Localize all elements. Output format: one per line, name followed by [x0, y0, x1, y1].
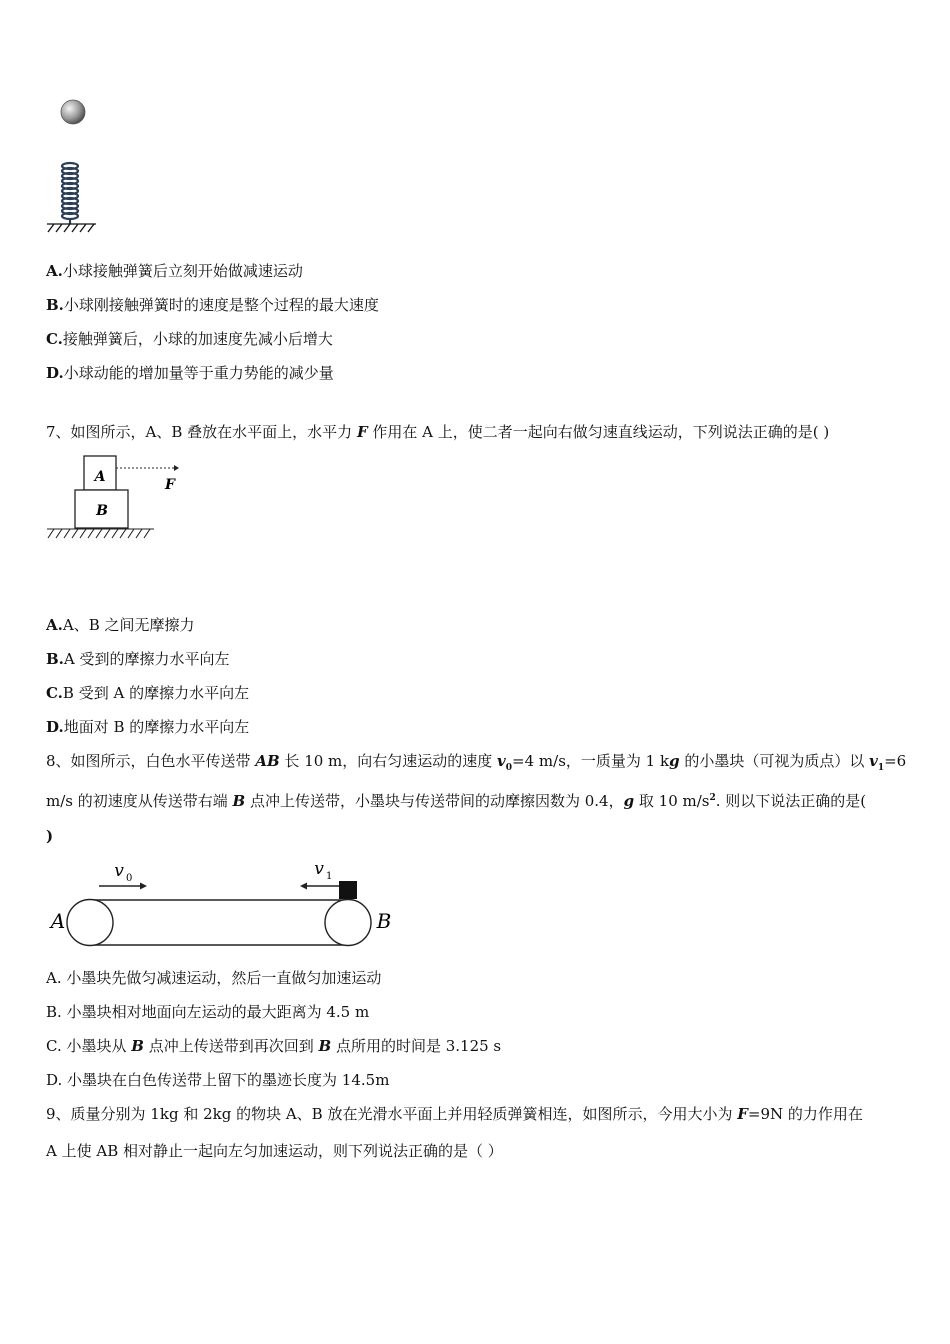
- q8-option-b: B. 小墨块相对地面向左运动的最大距离为 4.5 m: [46, 1003, 370, 1021]
- q9-stem-line1: 9、质量分别为 1kg 和 2kg 的物块 A、B 放在光滑水平面上并用轻质弹簧相连，如图所示，今用大小为 F=9N 的力作用在: [46, 1105, 863, 1123]
- q7-option-a: A.A、B 之间无摩擦力: [46, 616, 195, 634]
- ball-spring-figure: [44, 96, 114, 241]
- q6-option-a: A.小球接触弹簧后立刻开始做减速运动: [46, 262, 303, 280]
- q7-option-d: D.地面对 B 的摩擦力水平向左: [46, 718, 250, 736]
- q6-option-d: D.小球动能的增加量等于重力势能的减少量: [46, 364, 334, 382]
- v0-label: v: [114, 861, 124, 881]
- ball: [61, 100, 85, 124]
- q7-stem: 7、如图所示，A、B 叠放在水平面上，水平力 F 作用在 A 上，使二者一起向右做匀速直线运动，下列说法正确的是( ): [46, 423, 830, 441]
- pulley-b: [325, 900, 371, 946]
- q8-stem-line3: ): [46, 827, 54, 845]
- ink-block: [339, 881, 357, 899]
- conveyor-belt-figure: [44, 855, 404, 955]
- q8-option-a: A. 小墨块先做匀减速运动，然后一直做匀加速运动: [46, 969, 382, 987]
- stacked-blocks-figure: [44, 454, 189, 546]
- q7-option-b: B.A 受到的摩擦力水平向左: [46, 650, 230, 668]
- v1-label: v: [314, 859, 324, 879]
- v1-subscript: 1: [326, 871, 333, 882]
- q6-option-c: C.接触弹簧后，小球的加速度先减小后增大: [46, 330, 333, 348]
- pulley-a: [67, 900, 113, 946]
- label-a: A: [50, 909, 66, 933]
- q8-option-c: C. 小墨块从 B 点冲上传送带到再次回到 B 点所用的时间是 3.125 s: [46, 1037, 502, 1055]
- spring: [62, 163, 78, 224]
- ground-hatch: [47, 224, 96, 232]
- label-b: B: [376, 909, 392, 933]
- q8-stem-line1: 8、如图所示，白色水平传送带 AB 长 10 m，向右匀速运动的速度 $v_0=4$ m/s，一质量为 1 kg 的小墨块（可视为质点）以 $v_1=6$: [46, 752, 907, 773]
- force-label: F: [165, 477, 175, 493]
- v0-subscript: 0: [126, 873, 133, 884]
- q9-stem-line2: A 上使 AB 相对静止一起向左匀加速运动，则下列说法正确的是（ ）: [46, 1142, 503, 1160]
- block-b-label: B: [96, 503, 108, 519]
- q8-option-d: D. 小墨块在白色传送带上留下的墨迹长度为 14.5m: [46, 1071, 390, 1089]
- q8-stem-line2: m/s 的初速度从传送带右端 B 点冲上传送带，小墨块与传送带间的动摩擦因数为 0.4，g 取 10 $m/s^2$. 则以下说法正确的是(: [46, 792, 867, 810]
- q6-option-b: B.小球刚接触弹簧时的速度是整个过程的最大速度: [46, 296, 379, 314]
- q7-option-c: C.B 受到 A 的摩擦力水平向左: [46, 684, 250, 702]
- block-a-label: A: [94, 469, 106, 485]
- ground-hatch: [47, 529, 154, 538]
